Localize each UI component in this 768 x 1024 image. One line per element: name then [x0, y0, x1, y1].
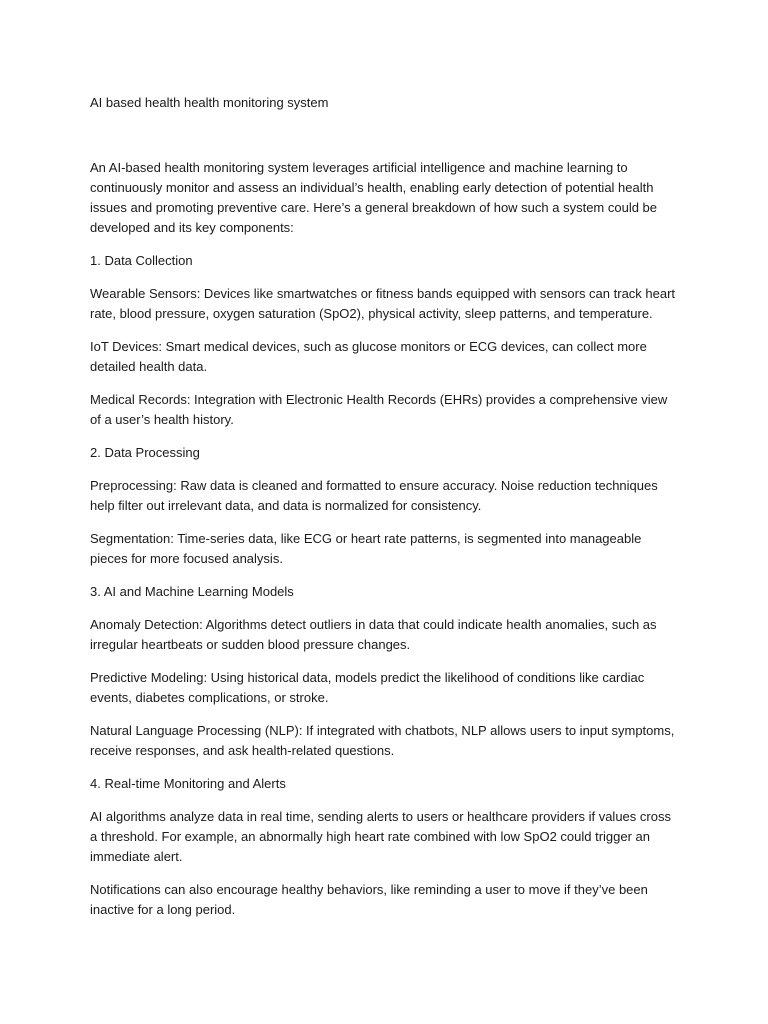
section-heading-ai-ml-models: 3. AI and Machine Learning Models	[90, 584, 294, 599]
paragraph-anomaly-detection: Anomaly Detection: Algorithms detect outliers in data that could indicate health anomalies, such as irregular heartbeats or sudden blood pressure changes.	[90, 617, 657, 652]
paragraph-predictive-modeling: Predictive Modeling: Using historical data, models predict the likelihood of conditions like cardiac events, diabetes complications, or stroke.	[90, 670, 645, 705]
section-heading-realtime-monitoring: 4. Real-time Monitoring and Alerts	[90, 776, 286, 791]
document-title: AI based health health monitoring system	[90, 95, 329, 110]
paragraph-preprocessing: Preprocessing: Raw data is cleaned and formatted to ensure accuracy. Noise reduction techniques help filter out irrelevant data, and data is normalized for consistency.	[90, 478, 658, 513]
paragraph-segmentation: Segmentation: Time-series data, like ECG or heart rate patterns, is segmented into manageable pieces for more focused analysis.	[90, 531, 642, 566]
paragraph-medical-records: Medical Records: Integration with Electronic Health Records (EHRs) provides a comprehensive view of a user’s health history.	[90, 392, 668, 427]
paragraph-nlp: Natural Language Processing (NLP): If integrated with chatbots, NLP allows users to input symptoms, receive responses, and ask health-related questions.	[90, 723, 675, 758]
paragraph-wearable-sensors: Wearable Sensors: Devices like smartwatches or fitness bands equipped with sensors can track heart rate, blood pressure, oxygen saturation (SpO2), physical activity, sleep patterns, and temperature.	[90, 286, 676, 321]
paragraph-notifications: Notifications can also encourage healthy behaviors, like reminding a user to move if they’ve been inactive for a long period.	[90, 882, 648, 917]
intro-paragraph: An AI-based health monitoring system leverages artificial intelligence and machine learning to continuously monitor and assess an individual’s health, enabling early detection of potential health issues and promoting preventive care. Here’s a general breakdown of how such a system could be developed and its key components:	[90, 160, 658, 235]
section-heading-data-collection: 1. Data Collection	[90, 253, 193, 268]
paragraph-iot-devices: IoT Devices: Smart medical devices, such as glucose monitors or ECG devices, can collect more detailed health data.	[90, 339, 647, 374]
section-heading-data-processing: 2. Data Processing	[90, 445, 200, 460]
document-body	[90, 94, 680, 933]
paragraph-ai-algorithms: AI algorithms analyze data in real time, sending alerts to users or healthcare providers if values cross a threshold. For example, an abnormally high heart rate combined with low SpO2 could trigger an immediate alert.	[90, 809, 671, 864]
